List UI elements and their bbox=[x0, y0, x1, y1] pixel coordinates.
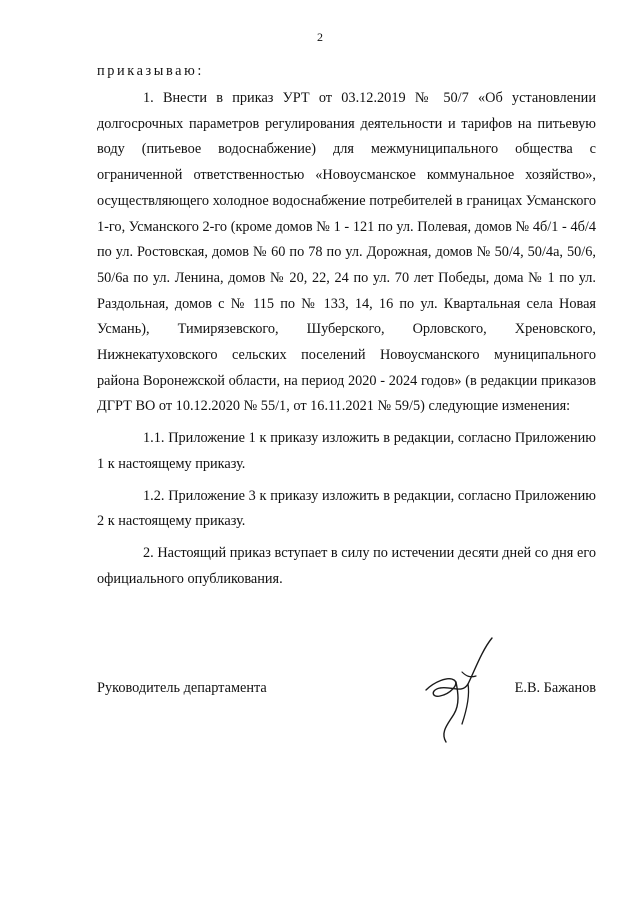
order-heading: приказываю: bbox=[97, 63, 204, 79]
paragraph-1-2: 1.2. Приложение 3 к приказу изложить в редакции, согласно Приложению 2 к настоящему приказу. bbox=[97, 487, 596, 530]
paragraph-1: 1. Внести в приказ УРТ от 03.12.2019 № 50/7 «Об установлении долгосрочных параметров регулирования деятельности и тарифов на питьевую воду (питьевое водоснабжение) для межмуниципального общества с ограниченной ответственностью «Новоусманское коммунальное хозяйство», осуществляющего холодное водоснабжение потребителей в границах Усманского 1-го, Усманского 2-го (кроме домов № 1 - 121 по ул. Полевая, домов № 4б/1 - 4б/4 по ул. Ростовская, домов № 60 по 78 по ул. Дорожная, домов № 50/4, 50/4а, 50/6, 50/6а по ул. Ленина, домов № 20, 22, 24 по ул. 70 лет Победы, дома № 1 по ул. Раздольная, домов с № 115 по № 133, 14, 16 по ул. Квартальная села Новая Усмань), Тимирязевского, Шуберского, Орловского, Хреновского, Нижнекатуховского сельских поселений Новоусманского муниципального района Воронежской области, на период 2020 - 2024 годов» (в редакции приказов ДГРТ ВО от 10.12.2020 № 55/1, от 16.11.2021 № 59/5) следующие изменения: bbox=[97, 90, 596, 415]
page-number: 2 bbox=[317, 30, 323, 44]
signature-row bbox=[97, 680, 596, 697]
signer-position: Руководитель департамента bbox=[97, 680, 267, 696]
signer-name: Е.В. Бажанов bbox=[514, 680, 596, 696]
paragraph-1-1: 1.1. Приложение 1 к приказу изложить в редакции, согласно Приложению 1 к настоящему приказу. bbox=[97, 430, 596, 472]
order-body bbox=[97, 86, 596, 592]
paragraph-2: 2. Настоящий приказ вступает в силу по истечении десяти дней со дня его официального опубликования. bbox=[97, 544, 596, 587]
